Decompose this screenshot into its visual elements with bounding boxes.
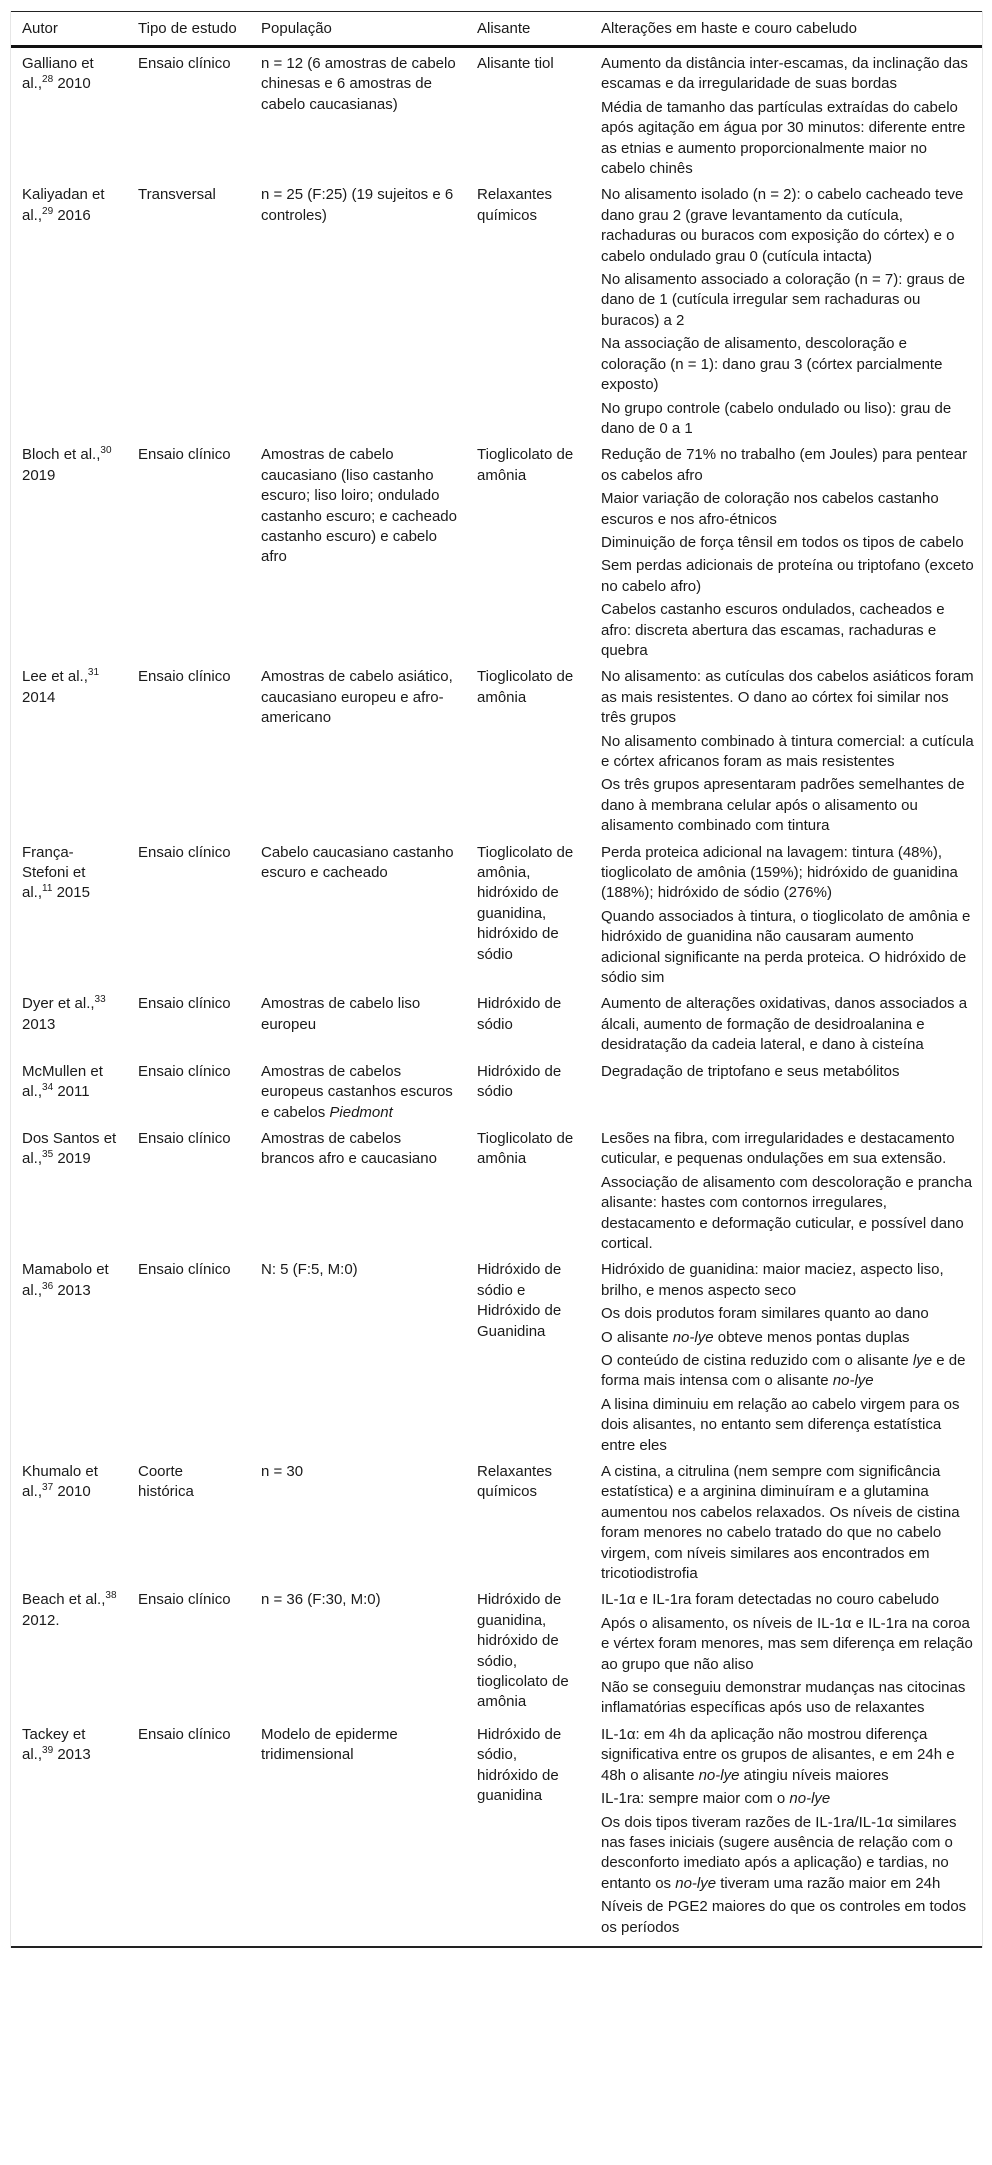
cell-study-type <box>127 1257 250 1459</box>
cell-findings <box>590 182 982 442</box>
cell-study-type <box>127 182 250 442</box>
author-name: Mamabolo et al., <box>22 1261 109 1299</box>
cell-author <box>11 991 127 1058</box>
cell-population <box>250 840 466 992</box>
italic-term: no-lye <box>675 1874 717 1892</box>
author-year: 2016 <box>57 206 91 224</box>
finding-item: A cistina, a citrulina (nem sempre com significância estatística) e a arginina diminuíram e a glutamina aumentou nos cabelos relaxados. Os níveis de cistina foram menores no cabelo tratado do que no cabelo virgem, com níveis similares aos encontrados em tricotiodistrofia <box>601 1463 960 1583</box>
cell-author <box>11 664 127 839</box>
cell-study-type <box>127 840 250 992</box>
study-type-text: Ensaio clínico <box>138 446 231 464</box>
reference-number: 28 <box>42 74 54 86</box>
cell-author <box>11 1587 127 1721</box>
table-row <box>11 1587 982 1721</box>
table-row <box>11 47 982 183</box>
cell-study-type <box>127 1059 250 1126</box>
straightener-text: Relaxantes químicos <box>477 186 553 224</box>
cell-findings <box>590 1587 982 1721</box>
finding-item: Redução de 71% no trabalho (em Joules) para pentear os cabelos afro <box>601 446 968 484</box>
reference-number: 33 <box>94 994 106 1006</box>
population-text: Amostras de cabelos brancos afro e caucasiano <box>261 1129 437 1168</box>
table-row <box>11 182 982 442</box>
straightener-text: Hidróxido de guanidina, hidróxido de sódio, tioglicolato de amônia <box>477 1591 569 1711</box>
italic-term: no-lye <box>698 1766 740 1784</box>
straightener-text: Hidróxido de sódio <box>477 1062 562 1101</box>
cell-straightener <box>466 991 590 1058</box>
cell-straightener <box>466 664 590 839</box>
cell-author <box>11 442 127 664</box>
header-findings: Alterações em haste e couro cabeludo <box>590 12 982 47</box>
cell-population <box>250 47 466 183</box>
header-row <box>11 12 982 47</box>
cell-study-type <box>127 1722 250 1947</box>
cell-author <box>11 182 127 442</box>
table-row <box>11 1126 982 1257</box>
cell-population <box>250 1126 466 1257</box>
table-row <box>11 840 982 992</box>
finding-item: No alisamento associado a coloração (n = 7): graus de dano de 1 (cutícula irregular sem rachaduras ou buracos) a 2 <box>601 271 965 329</box>
reference-number: 30 <box>100 445 112 457</box>
cell-study-type <box>127 1126 250 1257</box>
population-text: Cabelo caucasiano castanho escuro e cacheado <box>261 843 454 882</box>
finding-item: Sem perdas adicionais de proteína ou triptofano (exceto no cabelo afro) <box>601 557 974 595</box>
cell-author <box>11 1059 127 1126</box>
reference-number: 35 <box>42 1149 54 1161</box>
finding-item: O conteúdo de cistina reduzido com o alisante lye e de forma mais intensa com o alisante no-lye <box>601 1351 966 1390</box>
finding-item: Cabelos castanho escuros ondulados, cacheados e afro: discreta abertura das escamas, rachaduras e quebra <box>601 601 945 659</box>
finding-item: IL-1α e IL-1ra foram detectadas no couro cabeludo <box>601 1591 940 1609</box>
author-name: Dyer et al., <box>22 995 95 1013</box>
table-row <box>11 1059 982 1126</box>
cell-findings <box>590 1059 982 1126</box>
author-name: McMullen et al., <box>22 1062 103 1101</box>
cell-author <box>11 1126 127 1257</box>
cell-population <box>250 1722 466 1947</box>
cell-findings <box>590 1459 982 1587</box>
finding-item: Não se conseguiu demonstrar mudanças nas citocinas inflamatórias específicas após uso de relaxantes <box>601 1679 966 1717</box>
reference-number: 36 <box>42 1280 54 1292</box>
cell-straightener <box>466 1587 590 1721</box>
author-year: 2011 <box>57 1083 90 1101</box>
population-text: n = 30 <box>261 1463 304 1480</box>
table-row <box>11 991 982 1058</box>
straightener-text: Tioglicolato de amônia <box>477 1129 574 1168</box>
header-author: Autor <box>11 12 127 47</box>
author-year: 2019 <box>22 466 56 484</box>
reference-number: 39 <box>42 1745 54 1757</box>
study-type-text: Ensaio clínico <box>138 1261 231 1279</box>
cell-population <box>250 991 466 1058</box>
author-year: 2019 <box>57 1150 91 1168</box>
cell-findings <box>590 442 982 664</box>
cell-straightener <box>466 47 590 183</box>
cell-straightener <box>466 182 590 442</box>
finding-item: No alisamento: as cutículas dos cabelos asiáticos foram as mais resistentes. O dano ao córtex foi similar nos três grupos <box>601 668 974 727</box>
finding-item: Maior variação de coloração nos cabelos castanho escuros e nos afro-étnicos <box>601 490 939 528</box>
author-name: Tackey et al., <box>22 1725 86 1764</box>
population-text: Amostras de cabelo liso europeu <box>261 995 421 1033</box>
author-year: 2013 <box>57 1281 91 1299</box>
finding-item: O alisante no-lye obteve menos pontas duplas <box>601 1328 910 1346</box>
finding-item: IL-1α: em 4h da aplicação não mostrou diferença significativa entre os grupos de alisantes, e em 24h e 48h o alisante no-lye atingiu níveis maiores <box>601 1725 955 1784</box>
study-type-text: Ensaio clínico <box>138 995 231 1013</box>
population-text: Modelo de epiderme tridimensional <box>261 1725 398 1764</box>
table-row <box>11 442 982 664</box>
finding-item: Perda proteica adicional na lavagem: tintura (48%), tioglicolato de amônia (159%); hidróxido de guanidina (188%); hidróxido de sódio (276%) <box>601 843 958 902</box>
cell-population <box>250 1059 466 1126</box>
finding-item: Média de tamanho das partículas extraídas do cabelo após agitação em água por 30 minutos: diferente entre as etnias e aumento proporcionalmente maior no cabelo chinês <box>601 98 966 178</box>
finding-item: Degradação de triptofano e seus metabólitos <box>601 1062 900 1080</box>
straightener-text: Tioglicolato de amônia, hidróxido de guanidina, hidróxido de sódio <box>477 843 574 963</box>
table-row <box>11 1257 982 1459</box>
author-year: 2013 <box>57 1746 91 1764</box>
cell-population <box>250 182 466 442</box>
reference-number: 31 <box>87 667 100 679</box>
author-year: 2013 <box>22 1015 56 1033</box>
straightener-text: Tioglicolato de amônia <box>477 446 574 484</box>
author-name: Galliano et al., <box>22 55 94 93</box>
study-type-text: Transversal <box>138 186 216 204</box>
cell-findings <box>590 664 982 839</box>
finding-item: A lisina diminuiu em relação ao cabelo virgem para os dois alisantes, no entanto sem diferença estatística entre eles <box>601 1395 960 1454</box>
author-year: 2014 <box>22 688 56 706</box>
study-type-text: Ensaio clínico <box>138 843 231 861</box>
straightener-text: Hidróxido de sódio <box>477 995 562 1033</box>
study-type-text: Ensaio clínico <box>138 668 231 686</box>
table-header <box>11 12 982 47</box>
cell-study-type <box>127 1587 250 1721</box>
finding-item: Os três grupos apresentaram padrões semelhantes de dano à membrana celular após o alisamento ou alisamento combinado com tintura <box>601 776 965 835</box>
cell-findings <box>590 840 982 992</box>
cell-straightener <box>466 1722 590 1947</box>
italic-term: lye <box>912 1351 933 1369</box>
italic-term: no-lye <box>672 1328 714 1346</box>
cell-study-type <box>127 1459 250 1587</box>
reference-number: 34 <box>42 1082 54 1094</box>
finding-item: No alisamento isolado (n = 2): o cabelo cacheado teve dano grau 2 (grave levantamento da cutícula, rachaduras ou buracos com exposição do córtex) e o cabelo ondulado grau 0 (cutícula intacta) <box>601 186 964 265</box>
population-text: Amostras de cabelo asiático, caucasiano europeu e afro-americano <box>261 668 453 727</box>
cell-author <box>11 1257 127 1459</box>
cell-population <box>250 1459 466 1587</box>
cell-study-type <box>127 991 250 1058</box>
author-name: Lee et al., <box>22 668 88 686</box>
straightener-text: Tioglicolato de amônia <box>477 668 574 706</box>
study-type-text: Ensaio clínico <box>138 1725 231 1743</box>
finding-item: Hidróxido de guanidina: maior maciez, aspecto liso, brilho, e menos aspecto seco <box>601 1261 944 1299</box>
author-year: 2010 <box>57 1483 91 1501</box>
cell-straightener <box>466 1059 590 1126</box>
cell-study-type <box>127 442 250 664</box>
author-year: 2010 <box>57 75 91 93</box>
cell-author <box>11 840 127 992</box>
finding-item: Aumento da distância inter-escamas, da inclinação das escamas e da irregularidade de suas bordas <box>601 55 968 93</box>
population-text: n = 36 (F:30, M:0) <box>261 1591 381 1609</box>
table-row <box>11 1722 982 1947</box>
author-name: França-Stefoni et al., <box>22 843 86 902</box>
finding-item: Lesões na fibra, com irregularidades e destacamento cuticular, e pequenas ondulações em sua extensão. <box>601 1129 955 1168</box>
cell-study-type <box>127 47 250 183</box>
header-population: População <box>250 12 466 47</box>
finding-item: Após o alisamento, os níveis de IL-1α e IL-1ra na coroa e vértex foram menores, mas sem diferença em relação ao grupo que não aliso <box>601 1614 973 1673</box>
finding-item: No alisamento combinado à tintura comercial: a cutícula e córtex africanos foram as mais resistentes <box>601 732 974 770</box>
study-type-text: Coorte histórica <box>138 1463 194 1501</box>
cell-straightener <box>466 840 590 992</box>
population-text: Amostras de cabelo caucasiano (liso castanho escuro; liso loiro; ondulado castanho escuro; e cacheado castanho escuro) e cabelo afro <box>261 446 457 566</box>
author-year: 2015 <box>56 884 90 902</box>
author-year: 2012. <box>22 1611 60 1629</box>
table-body <box>11 47 982 1947</box>
reference-number: 29 <box>42 205 54 217</box>
cell-population <box>250 1257 466 1459</box>
author-name: Bloch et al., <box>22 446 101 464</box>
studies-table <box>11 11 982 1948</box>
study-type-text: Ensaio clínico <box>138 1591 231 1609</box>
straightener-text: Hidróxido de sódio e Hidróxido de Guanidina <box>477 1261 562 1340</box>
cell-study-type <box>127 664 250 839</box>
table-row <box>11 664 982 839</box>
finding-item: IL-1ra: sempre maior com o no-lye <box>601 1790 831 1808</box>
population-text: Amostras de cabelos europeus castanhos escuros e cabelos <box>261 1062 453 1121</box>
study-type-text: Ensaio clínico <box>138 55 231 72</box>
cell-population <box>250 664 466 839</box>
table-row <box>11 1459 982 1587</box>
cell-author <box>11 1722 127 1947</box>
cell-straightener <box>466 1126 590 1257</box>
cell-straightener <box>466 1459 590 1587</box>
study-type-text: Ensaio clínico <box>138 1062 231 1080</box>
cell-straightener <box>466 442 590 664</box>
cell-author <box>11 47 127 183</box>
finding-item: Quando associados à tintura, o tioglicolato de amônia e hidróxido de guanidina não causaram aumento adicional significante na perda proteica. O hidróxido de sódio sim <box>601 907 971 987</box>
finding-item: Na associação de alisamento, descoloração e coloração (n = 1): dano grau 3 (córtex parcialmente exposto) <box>601 335 943 394</box>
finding-item: Aumento de alterações oxidativas, danos associados a álcali, aumento de formação de desidroalanina e desidratação da cadeia lateral, e dano à cisteína <box>601 995 968 1054</box>
cell-findings <box>590 991 982 1058</box>
finding-item: No grupo controle (cabelo ondulado ou liso): grau de dano de 0 a 1 <box>601 399 952 437</box>
finding-item: Associação de alisamento com descoloração e prancha alisante: hastes com contornos irregulares, destacamento e deformação cuticular, e possível dano cortical. <box>601 1173 973 1252</box>
header-study-type: Tipo de estudo <box>127 12 250 47</box>
italic-term: no-lye <box>789 1790 831 1808</box>
population-text: n = 25 (F:25) (19 sujeitos e 6 controles) <box>261 186 454 224</box>
reference-number: 37 <box>42 1482 54 1494</box>
population-text: N: 5 (F:5, M:0) <box>261 1261 358 1279</box>
cell-findings <box>590 1722 982 1947</box>
finding-item: Diminuição de força tênsil em todos os tipos de cabelo <box>601 533 964 551</box>
cell-findings <box>590 47 982 183</box>
studies-table-container <box>10 11 983 1948</box>
italic-term: no-lye <box>832 1372 874 1390</box>
cell-author <box>11 1459 127 1587</box>
cell-population <box>250 442 466 664</box>
cell-straightener <box>466 1257 590 1459</box>
cell-population <box>250 1587 466 1721</box>
population-text: n = 12 (6 amostras de cabelo chinesas e 6 amostras de cabelo caucasianas) <box>261 55 456 113</box>
author-name: Kaliyadan et al., <box>22 186 105 224</box>
reference-number: 11 <box>42 883 53 895</box>
straightener-text: Relaxantes químicos <box>477 1463 553 1501</box>
reference-number: 38 <box>105 1590 117 1602</box>
population-italic-text: Piedmont <box>329 1103 393 1121</box>
author-name: Beach et al., <box>22 1591 106 1609</box>
straightener-text: Alisante tiol <box>477 55 554 72</box>
finding-item: Níveis de PGE2 maiores do que os controles em todos os períodos <box>601 1898 967 1936</box>
cell-findings <box>590 1257 982 1459</box>
cell-findings <box>590 1126 982 1257</box>
finding-item: Os dois produtos foram similares quanto ao dano <box>601 1305 929 1323</box>
author-name: Khumalo et al., <box>22 1463 98 1501</box>
finding-item: Os dois tipos tiveram razões de IL-1ra/IL-1α similares nas fases iniciais (sugere ausência de relação com o desconforto imediato após a aplicação) e tardias, no entanto os no-lye tiveram uma razão maior em 24h <box>601 1813 957 1892</box>
author-name: Dos Santos et al., <box>22 1129 117 1168</box>
study-type-text: Ensaio clínico <box>138 1129 231 1147</box>
straightener-text: Hidróxido de sódio, hidróxido de guanidina <box>477 1725 562 1805</box>
header-straightener: Alisante <box>466 12 590 47</box>
